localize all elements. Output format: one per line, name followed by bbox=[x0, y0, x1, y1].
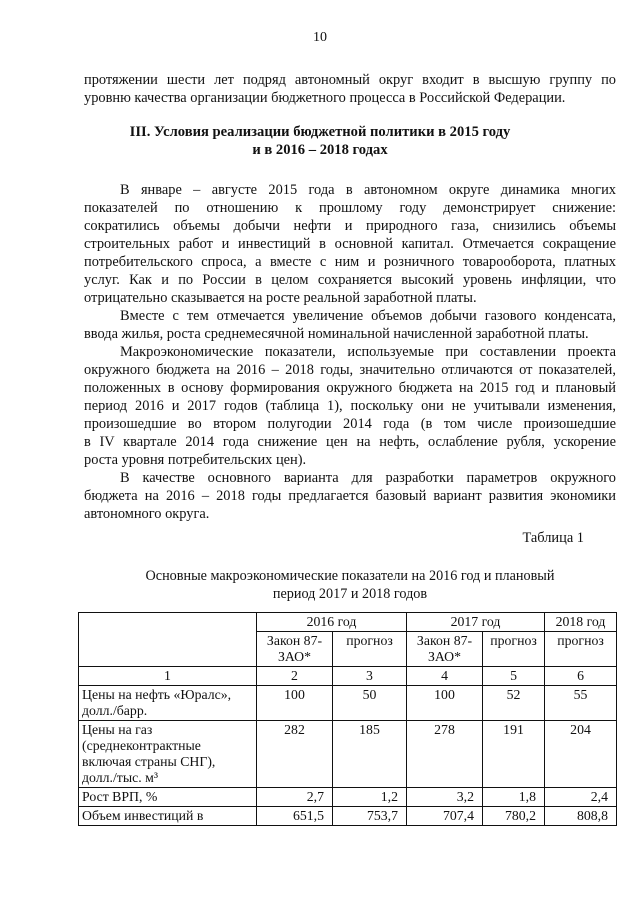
table-cell: 651,5 bbox=[257, 807, 333, 826]
table-row-label: Цены на нефть «Юралс», долл./барр. bbox=[79, 686, 257, 721]
table-cell: 100 bbox=[407, 686, 483, 721]
table-cell: 1,2 bbox=[333, 788, 407, 807]
table-cell: 50 bbox=[333, 686, 407, 721]
text-line: период 2016 и 2017 годов (таблица 1), поскольку они не учитывали изменения, bbox=[84, 398, 616, 414]
text-line: окружного бюджета на 2016 – 2018 годы, значительно отличаются от показателей, bbox=[84, 362, 616, 378]
table-row-label: Объем инвестиций в bbox=[79, 807, 257, 826]
table-row bbox=[79, 807, 617, 826]
table-header-cell: 2017 год bbox=[407, 613, 545, 632]
table-cell: 278 bbox=[407, 721, 483, 788]
text-line: Макроэкономические показатели, используемые при составлении проекта bbox=[120, 344, 616, 360]
table-cell: 707,4 bbox=[407, 807, 483, 826]
section-heading: III. Условия реализации бюджетной политики в 2015 году bbox=[129, 124, 511, 140]
table-header-row bbox=[79, 613, 617, 632]
table-cell: 191 bbox=[483, 721, 545, 788]
section-heading: и в 2016 – 2018 годах bbox=[252, 142, 388, 158]
text-line: В качестве основного варианта для разработки параметров окружного bbox=[120, 470, 616, 486]
table-cell: 204 bbox=[545, 721, 617, 788]
table-header-cell: 2016 год bbox=[257, 613, 407, 632]
text-line: бюджета на 2016 – 2018 годы предлагается базовый вариант развития экономики bbox=[84, 488, 616, 504]
table-title: период 2017 и 2018 годов bbox=[272, 586, 428, 602]
table-header-cell: Закон 87-ЗАО* bbox=[257, 632, 333, 667]
table-cell: 6 bbox=[545, 667, 617, 686]
text-line: Вместе с тем отмечается увеличение объемов добычи газового конденсата, bbox=[120, 308, 616, 324]
table-cell: 808,8 bbox=[545, 807, 617, 826]
table-cell: 5 bbox=[483, 667, 545, 686]
table-cell: 1,8 bbox=[483, 788, 545, 807]
table-column-number-row bbox=[79, 667, 617, 686]
table-row bbox=[79, 788, 617, 807]
table-row-label: Цены на газ (среднеконтрактные включая страны СНГ), долл./тыс. м³ bbox=[79, 721, 257, 788]
text-line: потребительского спроса, а вместе с ним и розничного товарооборота, платных bbox=[84, 254, 616, 270]
table-header-cell: прогноз bbox=[483, 632, 545, 667]
table-row-label: Рост ВРП, % bbox=[79, 788, 257, 807]
text-line: отрицательно сказывается на росте реальной заработной платы. bbox=[84, 290, 477, 306]
macro-indicators-table bbox=[78, 612, 617, 826]
table-label: Таблица 1 bbox=[522, 530, 584, 546]
text-line: строительных работ и инвестиций в основной капитал. Отмечается сокращение bbox=[84, 236, 616, 252]
table-header-cell: 2018 год bbox=[545, 613, 617, 632]
text-line: В январе – августе 2015 года в автономном округе динамика многих bbox=[120, 182, 616, 198]
text-line: сократились объемы добычи нефти и природного газа, снизились объемы bbox=[84, 218, 616, 234]
table-cell: 780,2 bbox=[483, 807, 545, 826]
text-line: положенных в основу формирования окружного бюджета на 2015 год и плановый bbox=[84, 380, 616, 396]
text-line: в IV квартале 2014 года снижение цен на нефть, ослабление рубля, ускорение bbox=[84, 434, 616, 450]
table-cell: 52 bbox=[483, 686, 545, 721]
table-header-cell bbox=[79, 613, 257, 667]
table-title: Основные макроэкономические показатели на 2016 год и плановый bbox=[145, 568, 555, 584]
table-cell: 185 bbox=[333, 721, 407, 788]
text-line: произошедшие во втором полугодии 2014 года (в том числе произошедшие bbox=[84, 416, 616, 432]
table-cell: 2,4 bbox=[545, 788, 617, 807]
table-cell: 2 bbox=[257, 667, 333, 686]
text-line: роста уровня потребительских цен). bbox=[84, 452, 307, 468]
table-header-cell: прогноз bbox=[545, 632, 617, 667]
table-header-cell: прогноз bbox=[333, 632, 407, 667]
table-row bbox=[79, 721, 617, 788]
text-line: услуг. Как и по России в целом сохраняется высокий уровень инфляции, что bbox=[84, 272, 616, 288]
text-line: протяжении шести лет подряд автономный округ входит в высшую группу по bbox=[84, 72, 616, 88]
table-header-cell: Закон 87-ЗАО* bbox=[407, 632, 483, 667]
text-line: показателей по отношению к прошлому году демонстрирует снижение: bbox=[84, 200, 616, 216]
table-cell: 2,7 bbox=[257, 788, 333, 807]
text-line: автономного округа. bbox=[84, 506, 210, 522]
text-line: уровню качества организации бюджетного процесса в Российской Федерации. bbox=[84, 90, 566, 106]
text-line: ввода жилья, роста среднемесячной номинальной начисленной заработной платы. bbox=[84, 326, 589, 342]
table-cell: 3 bbox=[333, 667, 407, 686]
table-cell: 753,7 bbox=[333, 807, 407, 826]
table-cell: 100 bbox=[257, 686, 333, 721]
table-row bbox=[79, 686, 617, 721]
table-cell: 1 bbox=[79, 667, 257, 686]
table-cell: 4 bbox=[407, 667, 483, 686]
table-cell: 282 bbox=[257, 721, 333, 788]
page-number: 10 bbox=[313, 30, 327, 45]
table-cell: 55 bbox=[545, 686, 617, 721]
table-cell: 3,2 bbox=[407, 788, 483, 807]
